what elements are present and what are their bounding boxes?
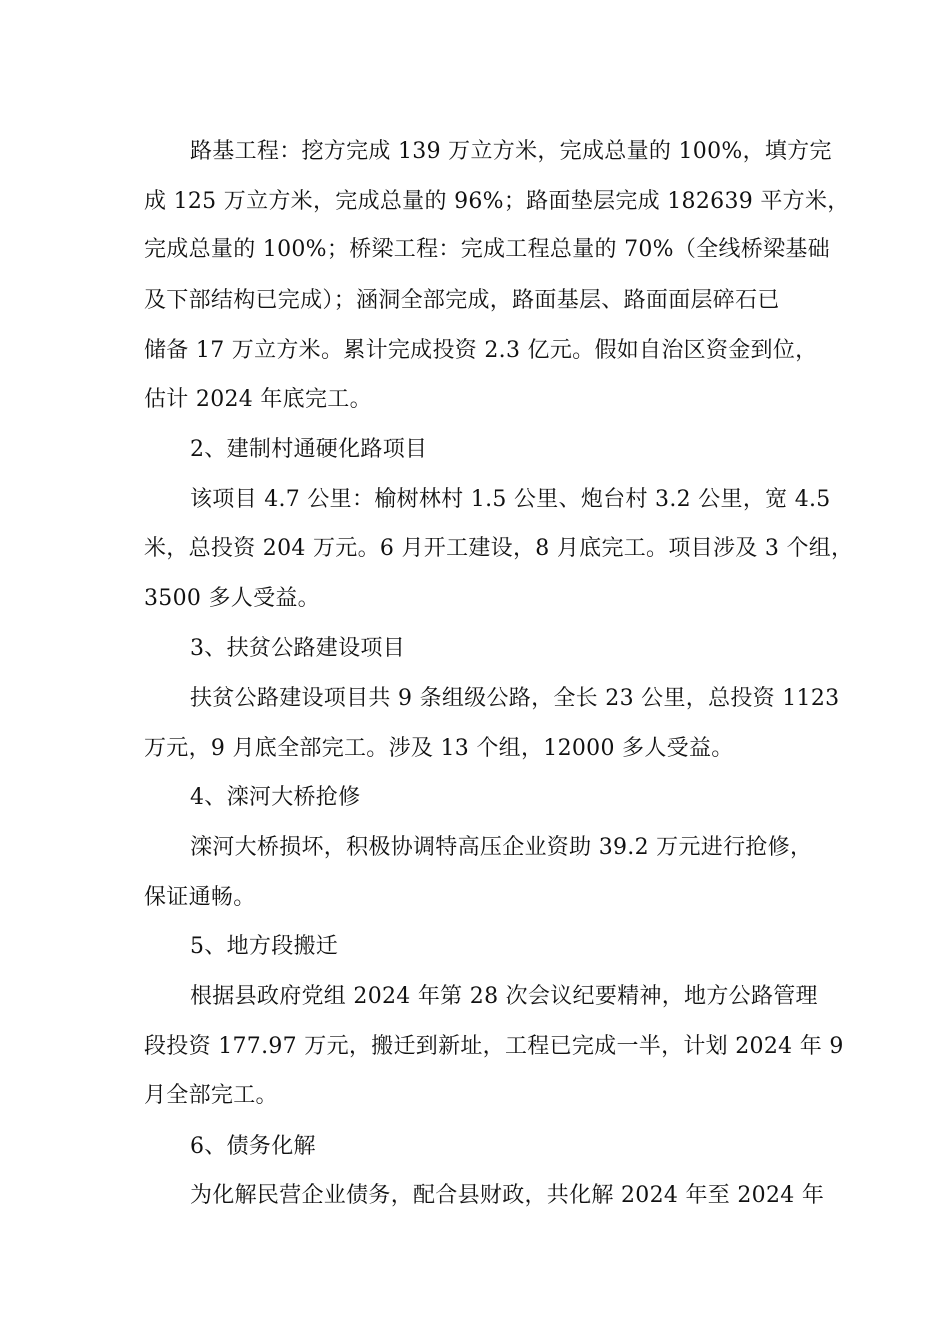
section-heading: 3、扶贫公路建设项目: [190, 636, 405, 661]
section-heading: 4、滦河大桥抢修: [190, 785, 361, 810]
text-line: 扶贫公路建设项目共 9 条组级公路，全长 23 公里，总投资 1123: [190, 686, 840, 711]
text-line: 为化解民营企业债务，配合县财政，共化解 2024 年至 2024 年: [190, 1183, 825, 1208]
text-line: 根据县政府党组 2024 年第 28 次会议纪要精神，地方公路管理: [190, 984, 818, 1009]
text-line: 估计 2024 年底完工。: [144, 387, 372, 412]
text-line: 完成总量的 100%；桥梁工程：完成工程总量的 70%（全线桥梁基础: [144, 237, 830, 262]
section-heading: 2、建制村通硬化路项目: [190, 437, 428, 462]
text-line: 成 125 万立方米，完成总量的 96%；路面垫层完成 182639 平方米，: [144, 189, 850, 214]
section-heading: 6、债务化解: [190, 1134, 316, 1159]
text-line: 段投资 177.97 万元，搬迁到新址，工程已完成一半，计划 2024 年 9: [144, 1034, 844, 1059]
text-line: 路基工程：挖方完成 139 万立方米，完成总量的 100%，填方完: [190, 139, 832, 164]
text-line: 月全部完工。: [144, 1083, 278, 1108]
text-line: 米，总投资 204 万元。6 月开工建设，8 月底完工。项目涉及 3 个组，: [144, 536, 854, 561]
section-heading: 5、地方段搬迁: [190, 934, 339, 959]
text-line: 及下部结构已完成）；涵洞全部完成，路面基层、路面面层碎石已: [144, 288, 780, 313]
text-line: 储备 17 万立方米。累计完成投资 2.3 亿元。假如自治区资金到位，: [144, 338, 818, 363]
text-line: 保证通畅。: [144, 885, 256, 910]
text-line: 3500 多人受益。: [144, 586, 320, 611]
text-line: 该项目 4.7 公里：榆树林村 1.5 公里、炮台村 3.2 公里，宽 4.5: [190, 487, 831, 512]
text-line: 滦河大桥损坏，积极协调特高压企业资助 39.2 万元进行抢修，: [190, 835, 813, 860]
text-line: 万元，9 月底全部完工。涉及 13 个组，12000 多人受益。: [144, 736, 734, 761]
